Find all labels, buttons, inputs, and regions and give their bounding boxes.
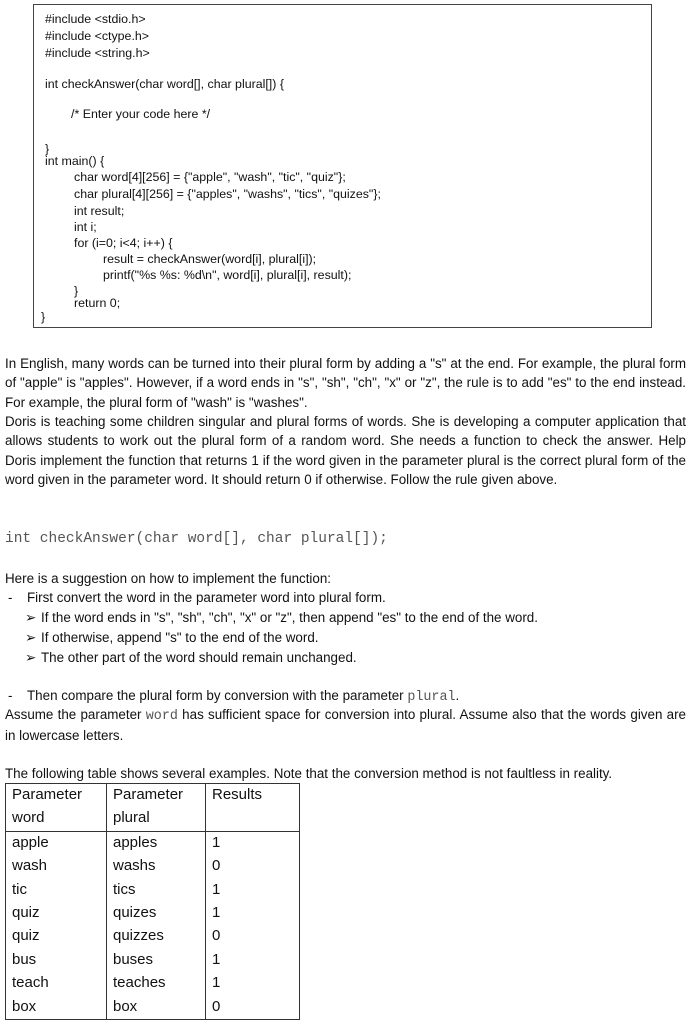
table-cell: 1 [206, 831, 300, 855]
header-cell: Parameter [107, 784, 206, 808]
code-line: } [45, 142, 50, 156]
suggestion-step-2 [27, 686, 459, 707]
arrow-icon: ➢ [25, 650, 37, 665]
table-cell: wash [6, 855, 107, 878]
table-cell: buses [107, 949, 206, 972]
code-line: for (i=0; i<4; i++) { [74, 236, 173, 250]
table-row [6, 855, 300, 878]
code-line: } [74, 284, 79, 298]
table-cell: 1 [206, 902, 300, 925]
table-cell: quiz [6, 925, 107, 948]
assume-text-2: has sufficient space for conversion into plural. Assume also that the words given are in lowercase letters. [5, 707, 686, 744]
suggestion-heading: Here is a suggestion on how to implement the function: [5, 571, 332, 586]
dash-marker: - [8, 590, 13, 605]
code-line: return 0; [74, 296, 121, 310]
code-line: result = checkAnswer(word[i], plural[i]); [103, 252, 317, 266]
table-header-row [6, 784, 300, 808]
table-cell: apples [107, 831, 206, 855]
suggestion-step-1: First convert the word in the parameter word into plural form. [27, 590, 386, 605]
table-cell: tics [107, 879, 206, 902]
code-line: #include <string.h> [45, 46, 150, 60]
table-cell: box [107, 996, 206, 1020]
table-row [6, 972, 300, 995]
plural-code: plural [407, 690, 456, 705]
bullet-item: If otherwise, append "s" to the end of the word. [41, 630, 319, 645]
assumption-paragraph [5, 705, 686, 746]
code-line: char plural[4][256] = {"apples", "washs", "tics", "quizes"}; [74, 187, 381, 201]
table-cell: teaches [107, 972, 206, 995]
assume-text-1: Assume the parameter [5, 707, 146, 722]
code-line: #include <ctype.h> [45, 29, 150, 43]
arrow-icon: ➢ [25, 630, 37, 645]
task-paragraph: Doris is teaching some children singular and plural forms of words. She is developing a computer application that allows students to work out the plural form of a random word. She needs a function to check the answer. Help Doris implement the function that returns 1 if the word given in the parameter plural is the correct plural form of the word given in the parameter word. It should return 0 if otherwise. Follow the rule given above. [5, 414, 686, 488]
table-cell: 1 [206, 949, 300, 972]
table-row [6, 902, 300, 925]
intro-paragraph: In English, many words can be turned into their plural form by adding a "s" at the end. For example, the plural form of "apple" is "apples". However, if a word ends in "s", "sh", "ch", "x" or "z", the rule is to add "es" to the end instead. For example, the plural form of "wash" is "washes". [5, 356, 686, 410]
table-cell: washs [107, 855, 206, 878]
table-row [6, 949, 300, 972]
bullet-item: If the word ends in "s", "sh", "ch", "x" or "z", then append "es" to the end of the word. [41, 610, 538, 625]
table-cell: 0 [206, 996, 300, 1020]
arrow-icon: ➢ [25, 610, 37, 625]
code-line: int i; [74, 220, 97, 234]
table-row [6, 879, 300, 902]
word-code: word [145, 709, 178, 724]
code-line: #include <stdio.h> [45, 12, 146, 26]
bullet-item: The other part of the word should remain unchanged. [41, 650, 357, 665]
table-cell: bus [6, 949, 107, 972]
dash-marker: - [8, 688, 13, 703]
examples-table [5, 783, 300, 1020]
table-header-row [6, 807, 300, 831]
table-cell: apple [6, 831, 107, 855]
table-row [6, 996, 300, 1020]
table-cell: 0 [206, 925, 300, 948]
table-cell: box [6, 996, 107, 1020]
function-signature: int checkAnswer(char word[], char plural[]); [5, 531, 388, 547]
table-cell: 1 [206, 879, 300, 902]
code-line: } [41, 310, 46, 324]
step-2-period: . [455, 688, 460, 703]
header-cell: Results [206, 784, 300, 808]
table-row [6, 831, 300, 855]
table-cell: tic [6, 879, 107, 902]
table-cell: quiz [6, 902, 107, 925]
code-block [33, 4, 652, 328]
table-row [6, 925, 300, 948]
step-2-text: Then compare the plural form by conversion with the parameter [27, 688, 408, 703]
table-cell: 0 [206, 855, 300, 878]
table-cell: quizzes [107, 925, 206, 948]
table-cell: teach [6, 972, 107, 995]
code-line: printf("%s %s: %d\n", word[i], plural[i], result); [103, 268, 352, 282]
table-cell: 1 [206, 972, 300, 995]
header-cell: Parameter [6, 784, 107, 808]
header-cell: plural [107, 807, 206, 831]
table-cell: quizes [107, 902, 206, 925]
table-caption: The following table shows several examples. Note that the conversion method is not faultless in reality. [5, 766, 613, 781]
header-cell: word [6, 807, 107, 831]
code-line: int main() { [45, 154, 105, 168]
code-line: char word[4][256] = {"apple", "wash", "tic", "quiz"}; [74, 170, 346, 184]
code-line: int result; [74, 204, 125, 218]
header-cell [206, 807, 300, 831]
code-line: int checkAnswer(char word[], char plural[]) { [45, 77, 284, 91]
code-line: /* Enter your code here */ [71, 107, 211, 121]
